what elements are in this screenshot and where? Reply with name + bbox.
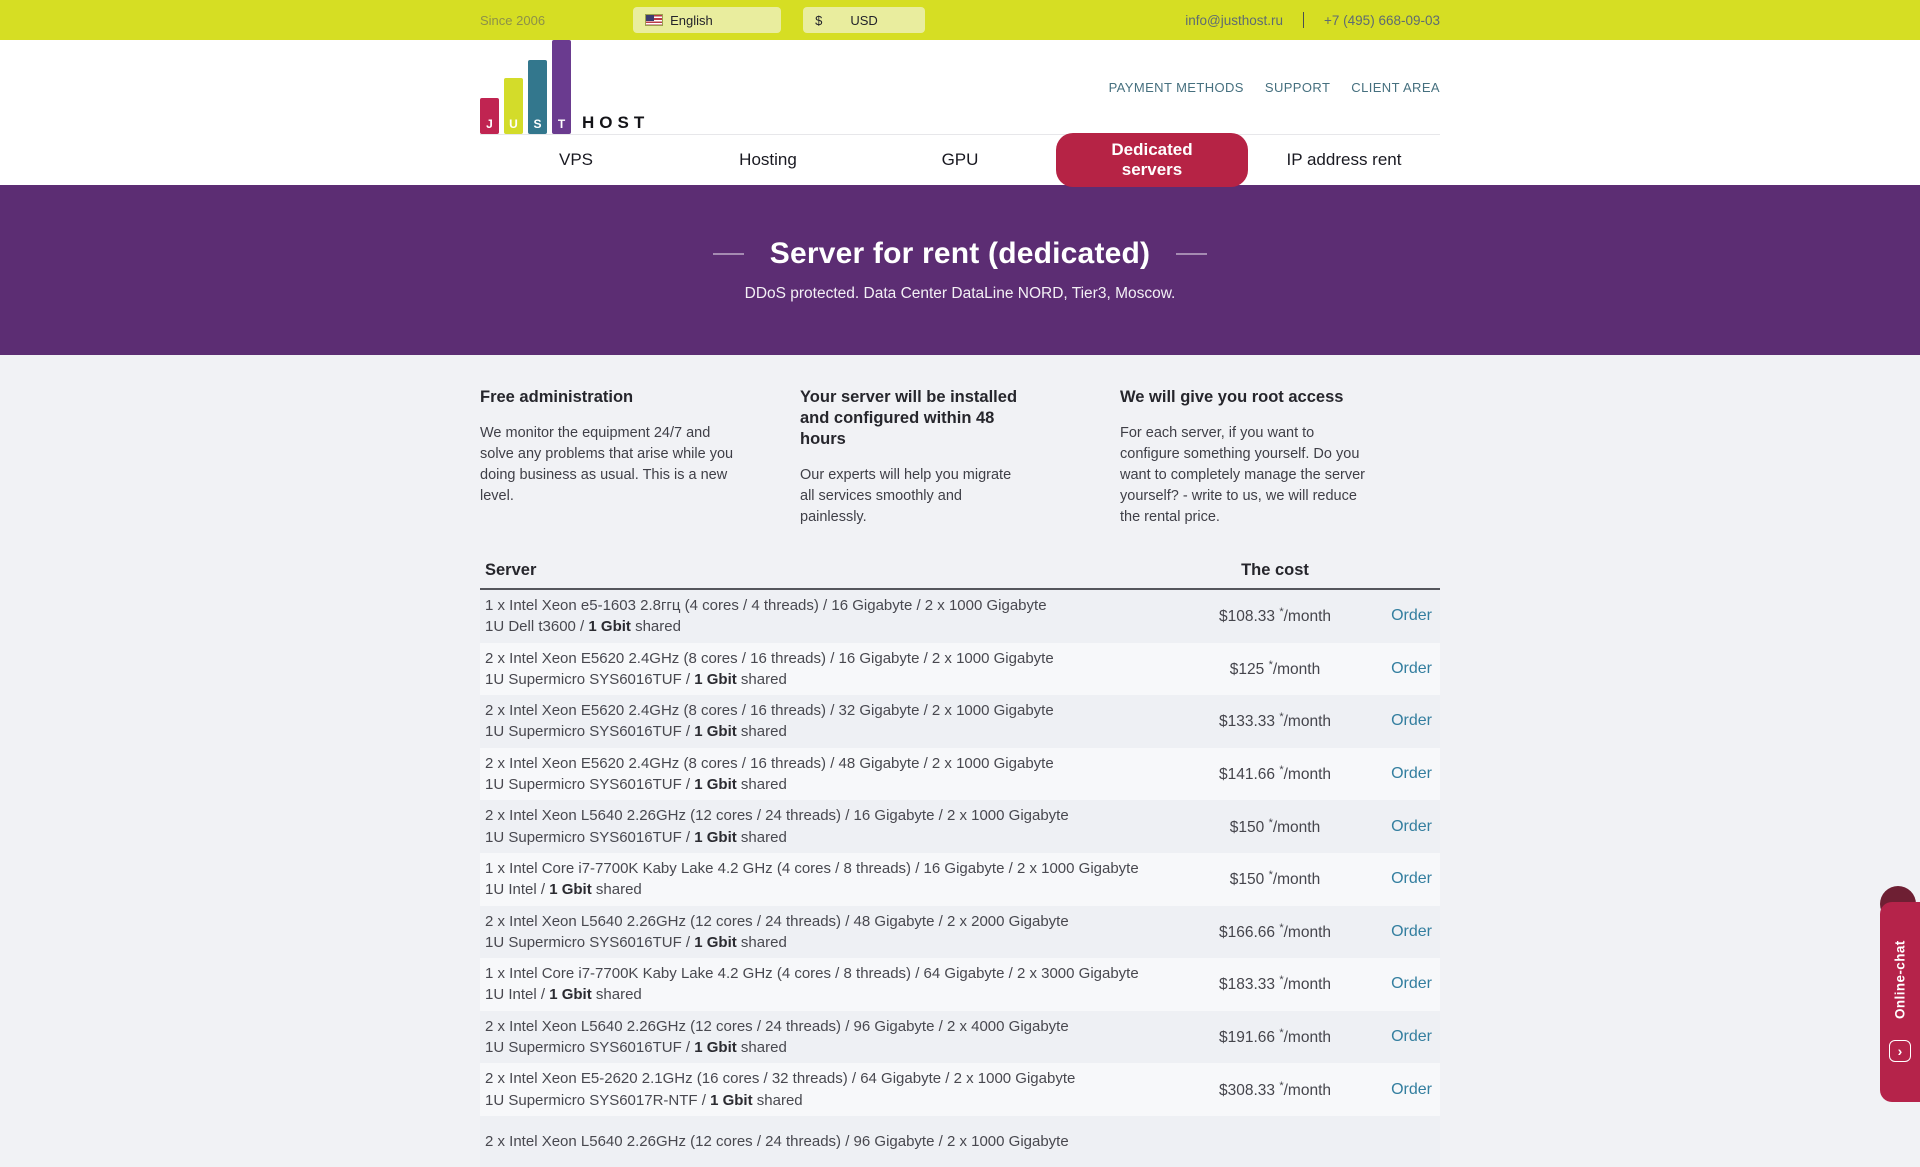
currency-value: USD	[850, 12, 878, 28]
nav-item-vps[interactable]: VPS	[558, 150, 594, 169]
order-link[interactable]: Order	[1391, 817, 1432, 835]
column-header-server: Server	[485, 560, 537, 579]
column-header-cost: The cost	[1241, 560, 1309, 579]
table-row	[480, 958, 1440, 1011]
server-description: 2 x Intel Xeon L5640 2.26GHz (12 cores / 24 threads) / 16 Gigabyte / 2 x 1000 Gigabyte 1U Supermicro SYS6016TUF / 1 Gbit shared	[485, 807, 1069, 846]
table-row	[480, 1063, 1440, 1116]
top-bar	[0, 0, 1920, 40]
feature-free-administration	[480, 387, 800, 528]
chevron-right-icon: ›	[1889, 1040, 1911, 1062]
feature-columns	[480, 355, 1440, 528]
currency-symbol: $	[815, 12, 823, 28]
nav-item-gpu[interactable]: GPU	[941, 150, 979, 169]
price-per-month: $308.33 */month	[1218, 1079, 1331, 1099]
feature-title: We will give you root access	[1120, 388, 1344, 406]
nav-item-hosting[interactable]: Hosting	[739, 150, 797, 169]
hero-subtitle: DDoS protected. Data Center DataLine NORD, Tier3, Moscow.	[744, 285, 1176, 302]
server-description: 2 x Intel Xeon E5-2620 2.1GHz (16 cores / 32 threads) / 64 Gigabyte / 2 x 1000 Gigabyte 1U Supermicro SYS6017R-NTF / 1 Gbit shared	[485, 1070, 1076, 1109]
table-row	[480, 853, 1440, 906]
order-link[interactable]: Order	[1391, 1028, 1432, 1045]
server-description: 2 x Intel Xeon L5640 2.26GHz (12 cores / 24 threads) / 48 Gigabyte / 2 x 2000 Gigabyte 1U Supermicro SYS6016TUF / 1 Gbit shared	[485, 912, 1069, 951]
server-table-body	[480, 590, 1440, 1167]
online-chat-tab[interactable]	[1880, 902, 1920, 1102]
table-row	[480, 643, 1440, 696]
logo-bar-j: J	[480, 98, 499, 134]
table-row	[480, 1011, 1440, 1064]
currency-selector[interactable]	[803, 7, 925, 33]
client-area-link[interactable]: CLIENT AREA	[1351, 79, 1440, 95]
feature-body: We monitor the equipment 24/7 and solve any problems that arise while you doing business as usual. This is a new level.	[480, 425, 734, 504]
server-description: 2 x Intel Xeon L5640 2.26GHz (12 cores / 24 threads) / 96 Gigabyte / 2 x 4000 Gigabyte 1U Supermicro SYS6016TUF / 1 Gbit shared	[485, 1017, 1069, 1056]
page-title: Server for rent (dedicated)	[769, 237, 1151, 270]
server-description: 2 x Intel Xeon E5620 2.4GHz (8 cores / 16 threads) / 32 Gigabyte / 2 x 1000 Gigabyte 1U Supermicro SYS6016TUF / 1 Gbit shared	[485, 702, 1054, 741]
order-link[interactable]: Order	[1391, 975, 1432, 993]
feature-root-access	[1120, 387, 1440, 528]
server-description: 2 x Intel Xeon L5640 2.26GHz (12 cores / 24 threads) / 96 Gigabyte / 2 x 1000 Gigabyte	[485, 1132, 1069, 1150]
order-link[interactable]: Order	[1391, 922, 1432, 940]
price-per-month: $191.66 */month	[1218, 1026, 1331, 1047]
order-link[interactable]: Order	[1391, 1080, 1432, 1098]
nav-item-ip-address-rent[interactable]: IP address rent	[1286, 150, 1402, 169]
language-value: English	[670, 12, 713, 28]
order-link[interactable]: Order	[1391, 607, 1432, 625]
feature-body: Our experts will help you migrate all services smoothly and painlessly.	[800, 467, 1012, 526]
site-header	[0, 40, 1920, 134]
order-link[interactable]: Order	[1391, 870, 1432, 888]
us-flag-icon	[645, 14, 663, 26]
nav-item-dedicated-servers[interactable]: Dedicated servers	[1056, 133, 1248, 187]
main-nav	[0, 134, 1920, 185]
price-per-month: $150 */month	[1229, 869, 1321, 889]
language-selector[interactable]	[633, 7, 781, 33]
table-row	[480, 748, 1440, 801]
feature-title: Free administration	[480, 388, 634, 406]
since-label: Since 2006	[480, 12, 546, 28]
support-link[interactable]: SUPPORT	[1264, 79, 1331, 95]
price-per-month: $141.66 */month	[1218, 763, 1331, 784]
table-header	[480, 561, 1440, 590]
table-row	[480, 800, 1440, 853]
logo-text: HOST	[582, 113, 650, 132]
server-description: 1 x Intel Xeon e5-1603 2.8ггц (4 cores / 4 threads) / 16 Gigabyte / 2 x 1000 Gigabyte 1U Dell t3600 / 1 Gbit shared	[485, 596, 1047, 636]
server-description: 1 x Intel Core i7-7700K Kaby Lake 4.2 GHz (4 cores / 8 threads) / 64 Gigabyte / 2 x 3000 Gigabyte 1U Intel / 1 Gbit shared	[485, 965, 1139, 1004]
logo-bar-u: U	[504, 78, 523, 134]
online-chat-label: Online-chat	[1892, 940, 1908, 1020]
logo[interactable]	[480, 40, 649, 134]
table-row	[480, 695, 1440, 748]
price-per-month: $150 */month	[1229, 816, 1321, 836]
table-row	[480, 1116, 1440, 1167]
hero-dash-right	[1176, 253, 1207, 255]
table-row	[480, 590, 1440, 643]
price-per-month: $166.66 */month	[1218, 921, 1331, 941]
order-link[interactable]: Order	[1391, 659, 1432, 677]
header-links	[1109, 80, 1440, 95]
contact-email[interactable]: info@justhost.ru	[1185, 12, 1284, 28]
feature-title: Your server will be installed and configured within 48 hours	[800, 388, 1018, 449]
payment-methods-link[interactable]: PAYMENT METHODS	[1108, 79, 1244, 95]
feature-body: For each server, if you want to configure something yourself. Do you want to completely manage the server yourself? - write to us, we will reduce the rental price.	[1120, 425, 1366, 525]
server-description: 2 x Intel Xeon E5620 2.4GHz (8 cores / 16 threads) / 48 Gigabyte / 2 x 1000 Gigabyte 1U Supermicro SYS6016TUF / 1 Gbit shared	[485, 754, 1054, 794]
table-row	[480, 906, 1440, 959]
hero-dash-left	[713, 253, 744, 255]
logo-bar-t: T	[552, 40, 571, 134]
price-per-month: $183.33 */month	[1218, 974, 1331, 994]
server-description: 2 x Intel Xeon E5620 2.4GHz (8 cores / 16 threads) / 16 Gigabyte / 2 x 1000 Gigabyte 1U Supermicro SYS6016TUF / 1 Gbit shared	[485, 649, 1054, 688]
hero-banner	[0, 185, 1920, 355]
server-description: 1 x Intel Core i7-7700K Kaby Lake 4.2 GHz (4 cores / 8 threads) / 16 Gigabyte / 2 x 1000 Gigabyte 1U Intel / 1 Gbit shared	[485, 859, 1139, 899]
topbar-divider	[1303, 12, 1304, 28]
feature-installed-48-hours	[800, 387, 1120, 528]
logo-bar-s: S	[528, 60, 547, 134]
order-link[interactable]: Order	[1391, 765, 1432, 783]
price-per-month: $133.33 */month	[1218, 711, 1331, 731]
server-pricing-table	[480, 561, 1440, 1167]
contact-phone: +7 (495) 668-09-03	[1324, 12, 1440, 28]
order-link[interactable]: Order	[1391, 712, 1432, 730]
price-per-month: $125 */month	[1229, 658, 1321, 678]
price-per-month: $108.33 */month	[1218, 606, 1331, 626]
